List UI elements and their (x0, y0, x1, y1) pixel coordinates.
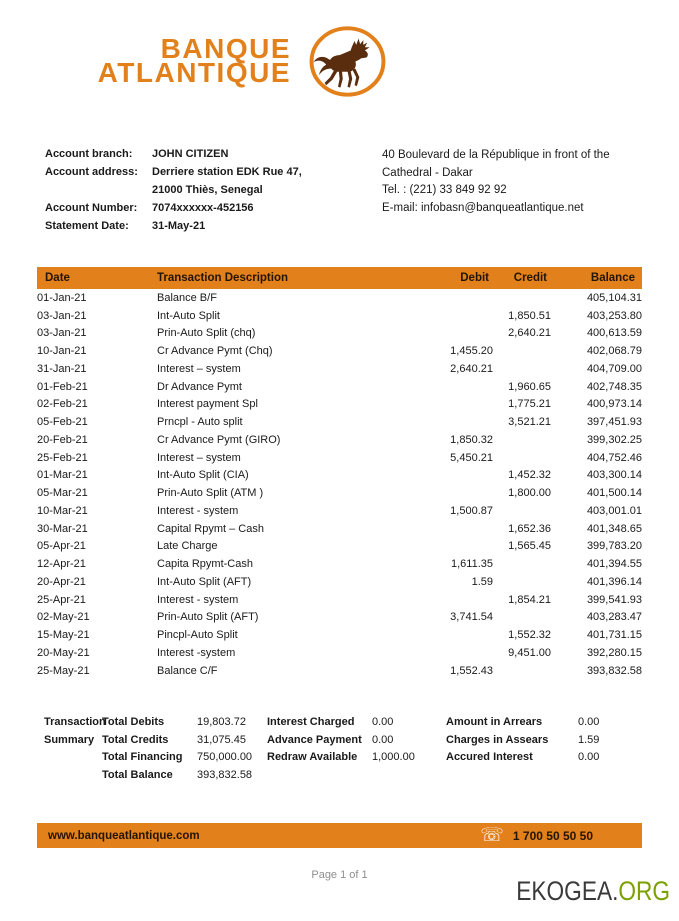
account-info-value: 31-May-21 (152, 220, 206, 232)
cell-balance: 401,500.14 (586, 487, 642, 500)
summary-label: Amount in Arrears (446, 716, 543, 728)
cell-date: 25-Apr-21 (37, 593, 86, 606)
cell-date: 01-Jan-21 (37, 291, 87, 304)
cell-credit: 1,960.65 (508, 380, 551, 393)
account-info-row (45, 163, 302, 181)
cell-credit (493, 360, 551, 378)
cell-credit (493, 555, 551, 573)
cell-balance: 403,300.14 (586, 469, 642, 482)
cell-description: Interest - system (157, 504, 239, 517)
cell-balance: 403,283.47 (586, 611, 642, 624)
transaction-row (37, 484, 642, 502)
summary-label: Total Debits (102, 716, 165, 728)
cell-debit (394, 307, 493, 325)
cell-date: 02-May-21 (37, 611, 90, 624)
transaction-row (37, 467, 642, 485)
cell-credit (493, 573, 551, 591)
cell-credit (493, 449, 551, 467)
transaction-row (37, 609, 642, 627)
cell-description: Interest payment Spl (157, 398, 258, 411)
transaction-row (37, 449, 642, 467)
cell-balance: 393,832.58 (586, 664, 642, 677)
cell-credit: 1,850.51 (508, 309, 551, 322)
transaction-row (37, 520, 642, 538)
account-info-label: Account branch: (45, 148, 133, 160)
cell-description: Prin-Auto Split (ATM ) (157, 487, 264, 500)
cell-balance: 402,068.79 (586, 345, 642, 358)
cell-description: Balance B/F (157, 291, 217, 304)
page-number: Page 1 of 1 (311, 869, 368, 881)
transaction-row (37, 378, 642, 396)
transaction-row (37, 360, 642, 378)
cell-credit (493, 342, 551, 360)
cell-debit (394, 484, 493, 502)
transaction-row (37, 431, 642, 449)
header-description: Transaction Description (157, 267, 394, 289)
cell-description: Cr Advance Pymt (GIRO) (157, 433, 281, 446)
summary-label: Total Financing (102, 751, 183, 764)
cell-balance: 401,348.65 (586, 522, 642, 535)
bank-contact-line: Cathedral - Dakar (382, 166, 473, 179)
summary-label: Advance Payment (267, 733, 362, 746)
cell-balance: 403,253.80 (586, 309, 642, 322)
account-info-block (45, 145, 302, 235)
summary-row (446, 714, 599, 732)
cell-balance: 405,104.31 (586, 291, 642, 304)
cell-balance: 404,709.00 (586, 362, 642, 375)
summary-heading (44, 714, 106, 749)
summary-row (102, 732, 252, 750)
account-info-label (45, 181, 152, 199)
cell-balance: 392,280.15 (586, 646, 642, 659)
cell-date: 20-May-21 (37, 646, 90, 659)
transaction-row (37, 555, 642, 573)
cell-date: 03-Jan-21 (37, 327, 87, 340)
cell-debit: 3,741.54 (450, 611, 493, 624)
cell-debit: 2,640.21 (450, 362, 493, 375)
summary-value: 0.00 (372, 733, 394, 746)
cell-credit: 1,800.00 (508, 487, 551, 500)
cell-description: Int-Auto Split (CIA) (157, 469, 249, 482)
cell-description: Interest - system (157, 593, 239, 606)
cell-description: Pincpl-Auto Split (157, 629, 238, 642)
account-info-value: Derriere station EDK Rue 47, (152, 166, 302, 178)
cell-date: 30-Mar-21 (37, 522, 88, 535)
summary-value: 19,803.72 (197, 716, 246, 728)
cell-description: Dr Advance Pymt (157, 380, 242, 393)
summary-value: 1,000.00 (372, 751, 415, 764)
cell-date: 12-Apr-21 (37, 558, 86, 571)
cell-balance: 401,396.14 (586, 575, 642, 588)
bank-contact-block (382, 147, 610, 217)
summary-heading-line2: Summary (44, 733, 95, 746)
summary-value: 0.00 (578, 751, 600, 764)
summary-row (446, 749, 599, 767)
transaction-row (37, 626, 642, 644)
cell-date: 31-Jan-21 (37, 362, 87, 375)
bank-contact-line: 40 Boulevard de la République in front of the (382, 149, 610, 161)
cell-debit: 1.59 (471, 575, 493, 588)
cell-credit: 1,854.21 (508, 593, 551, 606)
cell-date: 20-Apr-21 (37, 575, 86, 588)
transaction-row (37, 573, 642, 591)
cell-credit: 1,552.32 (508, 629, 551, 642)
cell-credit (493, 662, 551, 680)
header-credit: Credit (493, 267, 551, 289)
cell-description: Interest – system (157, 362, 241, 375)
summary-heading-line1: Transaction (44, 716, 106, 728)
cell-debit (394, 396, 493, 414)
cell-balance: 397,451.93 (586, 416, 642, 429)
cell-description: Prncpl - Auto split (157, 416, 243, 429)
cell-credit: 1,775.21 (508, 398, 551, 411)
cell-date: 05-Apr-21 (37, 540, 86, 553)
summary-value: 0.00 (372, 716, 394, 728)
account-info-row (45, 145, 302, 163)
summary-row (102, 749, 252, 767)
header-date: Date (37, 267, 157, 289)
cell-debit: 1,850.32 (450, 433, 493, 446)
transaction-row (37, 502, 642, 520)
cell-description: Late Charge (157, 540, 218, 553)
cell-credit: 1,652.36 (508, 522, 551, 535)
summary-row (102, 767, 252, 785)
transaction-rows (37, 289, 642, 680)
cell-balance: 399,541.93 (586, 593, 642, 606)
ekogea-brand-mark (516, 878, 670, 905)
cell-balance: 400,973.14 (586, 398, 642, 411)
cell-credit: 2,640.21 (508, 327, 551, 340)
cell-debit (394, 289, 493, 307)
summary-arrears-column (446, 714, 599, 767)
account-info-value: 21000 Thiès, Senegal (152, 184, 263, 196)
transaction-row (37, 342, 642, 360)
transaction-row (37, 307, 642, 325)
cell-description: Int-Auto Split (AFT) (157, 575, 252, 588)
cell-date: 25-May-21 (37, 664, 90, 677)
cell-debit: 1,455.20 (450, 345, 493, 358)
account-info-row (45, 181, 302, 199)
transaction-row (37, 538, 642, 556)
header-debit: Debit (394, 267, 493, 289)
ekogea-dark-text: EKOGEA. (516, 876, 619, 906)
transaction-row (37, 413, 642, 431)
summary-row (102, 714, 252, 732)
transaction-row (37, 289, 642, 307)
cell-date: 10-Jan-21 (37, 345, 87, 358)
cell-credit: 1,565.45 (508, 540, 551, 553)
cell-debit (394, 467, 493, 485)
cell-date: 03-Jan-21 (37, 309, 87, 322)
summary-row (267, 749, 415, 767)
cell-balance: 401,394.55 (586, 558, 642, 571)
summary-value: 1.59 (578, 733, 600, 746)
table-header (37, 267, 642, 289)
summary-label: Total Credits (102, 733, 169, 746)
transaction-row (37, 325, 642, 343)
summary-totals-column (102, 714, 252, 784)
cell-date: 01-Feb-21 (37, 380, 88, 393)
account-info-row (45, 217, 302, 235)
logo-line-1: BANQUE (160, 33, 291, 64)
cell-description: Cr Advance Pymt (Chq) (157, 345, 273, 358)
transaction-row (37, 662, 642, 680)
cell-credit (493, 609, 551, 627)
cell-date: 20-Feb-21 (37, 433, 88, 446)
account-info-label: Account Number: (45, 202, 138, 214)
cell-date: 10-Mar-21 (37, 504, 88, 517)
bank-contact-line: E-mail: infobasn@banqueatlantique.net (382, 201, 584, 214)
cell-debit (394, 538, 493, 556)
account-info-row (45, 199, 302, 217)
cell-debit: 5,450.21 (450, 451, 493, 464)
summary-row (267, 714, 415, 732)
summary-value: 393,832.58 (197, 768, 253, 781)
cell-balance: 401,731.15 (586, 629, 642, 642)
summary-label: Interest Charged (267, 716, 355, 728)
cell-credit: 3,521.21 (508, 416, 551, 429)
cell-date: 15-May-21 (37, 629, 90, 642)
summary-value: 31,075.45 (197, 733, 246, 746)
cell-credit (493, 502, 551, 520)
summary-interest-column (267, 714, 415, 767)
cell-debit: 1,552.43 (450, 664, 493, 677)
cell-date: 05-Feb-21 (37, 416, 88, 429)
cell-description: Interest -system (157, 646, 236, 659)
summary-label: Total Balance (102, 768, 173, 781)
cell-description: Prin-Auto Split (chq) (157, 327, 256, 340)
account-info-value: JOHN CITIZEN (152, 148, 229, 160)
cell-credit: 9,451.00 (508, 646, 551, 659)
transaction-row (37, 396, 642, 414)
bank-contact-line: Tel. : (221) 33 849 92 92 (382, 184, 507, 196)
cell-description: Capita Rpymt-Cash (157, 558, 253, 571)
account-info-label: Statement Date: (45, 220, 129, 232)
cell-credit: 1,452.32 (508, 469, 551, 482)
transactions-table (37, 267, 642, 680)
header-balance: Balance (551, 267, 642, 289)
phone-number: 1 700 50 50 50 (512, 828, 593, 843)
cell-credit (493, 289, 551, 307)
cell-debit (394, 626, 493, 644)
cell-date: 05-Mar-21 (37, 487, 88, 500)
transaction-row (37, 591, 642, 609)
cell-credit (493, 431, 551, 449)
summary-label: Accured Interest (446, 751, 533, 764)
cell-balance: 399,783.20 (586, 540, 642, 553)
cell-debit (394, 325, 493, 343)
cell-description: Prin-Auto Split (AFT) (157, 611, 259, 624)
summary-label: Charges in Assears (446, 733, 549, 746)
cell-description: Balance C/F (157, 664, 218, 677)
cell-debit (394, 378, 493, 396)
telephone-icon: ☏ (480, 824, 504, 846)
cell-debit (394, 413, 493, 431)
cell-balance: 399,302.25 (586, 433, 642, 446)
cell-balance: 402,748.35 (586, 380, 642, 393)
transaction-row (37, 644, 642, 662)
website-text: www.banqueatlantique.com (48, 829, 200, 842)
cell-debit (394, 644, 493, 662)
cell-date: 25-Feb-21 (37, 451, 88, 464)
cell-debit: 1,611.35 (450, 558, 493, 571)
cell-balance: 404,752.46 (586, 451, 642, 464)
summary-row (446, 732, 599, 750)
account-info-label: Account address: (45, 166, 138, 178)
cell-debit: 1,500.87 (450, 504, 493, 517)
cell-description: Interest – system (157, 451, 241, 464)
summary-value: 0.00 (578, 716, 600, 728)
cell-date: 02-Feb-21 (37, 398, 88, 411)
summary-value: 750,000.00 (197, 751, 253, 764)
cell-description: Int-Auto Split (157, 309, 220, 322)
horse-logo-icon (308, 25, 387, 98)
cell-balance: 400,613.59 (586, 327, 642, 340)
summary-label: Redraw Available (267, 751, 358, 764)
account-info-value: 7074xxxxxx-452156 (152, 202, 254, 214)
cell-debit (394, 520, 493, 538)
footer-bar (37, 823, 642, 848)
cell-description: Capital Rpymt – Cash (157, 522, 264, 535)
ekogea-green-text: ORG (618, 876, 670, 906)
logo-line-2: ATLANTIQUE (97, 56, 291, 88)
summary-row (267, 732, 415, 750)
cell-balance: 403,001.01 (586, 504, 642, 517)
cell-debit (394, 591, 493, 609)
phone-group (480, 826, 593, 845)
cell-date: 01-Mar-21 (37, 469, 88, 482)
bank-logo-wordmark (0, 33, 291, 88)
